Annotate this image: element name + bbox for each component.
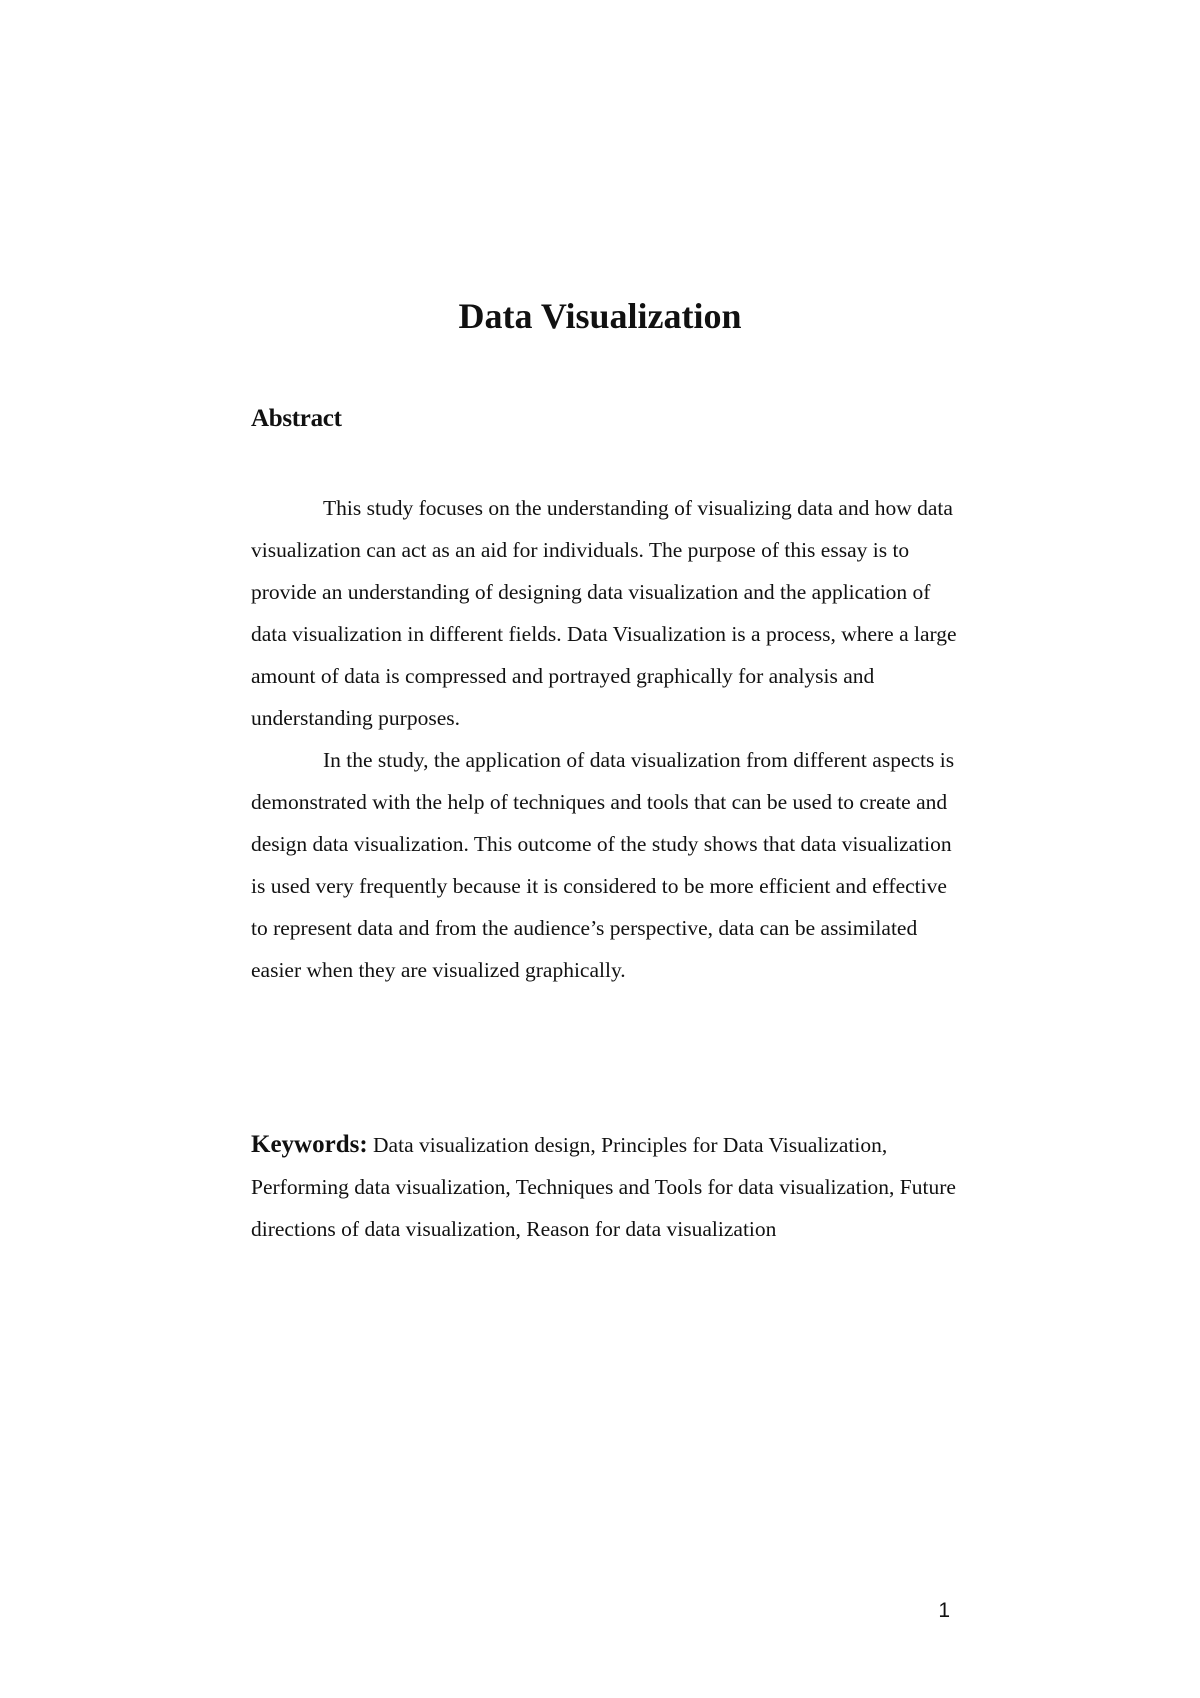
keywords-text: Data visualization design, Principles for Data Visualization, Performing data visualization, Techniques and Tools for data visualization, Future directions of data visualization, Reason for data visualization: [251, 1133, 956, 1241]
abstract-paragraph-2: In the study, the application of data visualization from different aspects is demonstrated with the help of techniques and tools that can be used to create and design data visualization. This outcome of the study shows that data visualization is used very frequently because it is considered to be more efficient and effective to represent data and from the audience’s perspective, data can be assimilated easier when they are visualized graphically.: [251, 748, 955, 982]
abstract-heading: Abstract: [251, 405, 342, 432]
keywords-paragraph: [251, 1124, 961, 1250]
abstract-paragraph-1: This study focuses on the understanding of visualizing data and how data visualization can act as an aid for individuals. The purpose of this essay is to provide an understanding of designing data visualization and the application of data visualization in different fields. Data Visualization is a process, where a large amount of data is compressed and portrayed graphically for analysis and understanding purposes.: [251, 496, 957, 730]
keywords-label: Keywords:: [251, 1131, 368, 1158]
page-number: 1: [938, 1599, 950, 1622]
document-title: Data Visualization: [458, 296, 742, 336]
